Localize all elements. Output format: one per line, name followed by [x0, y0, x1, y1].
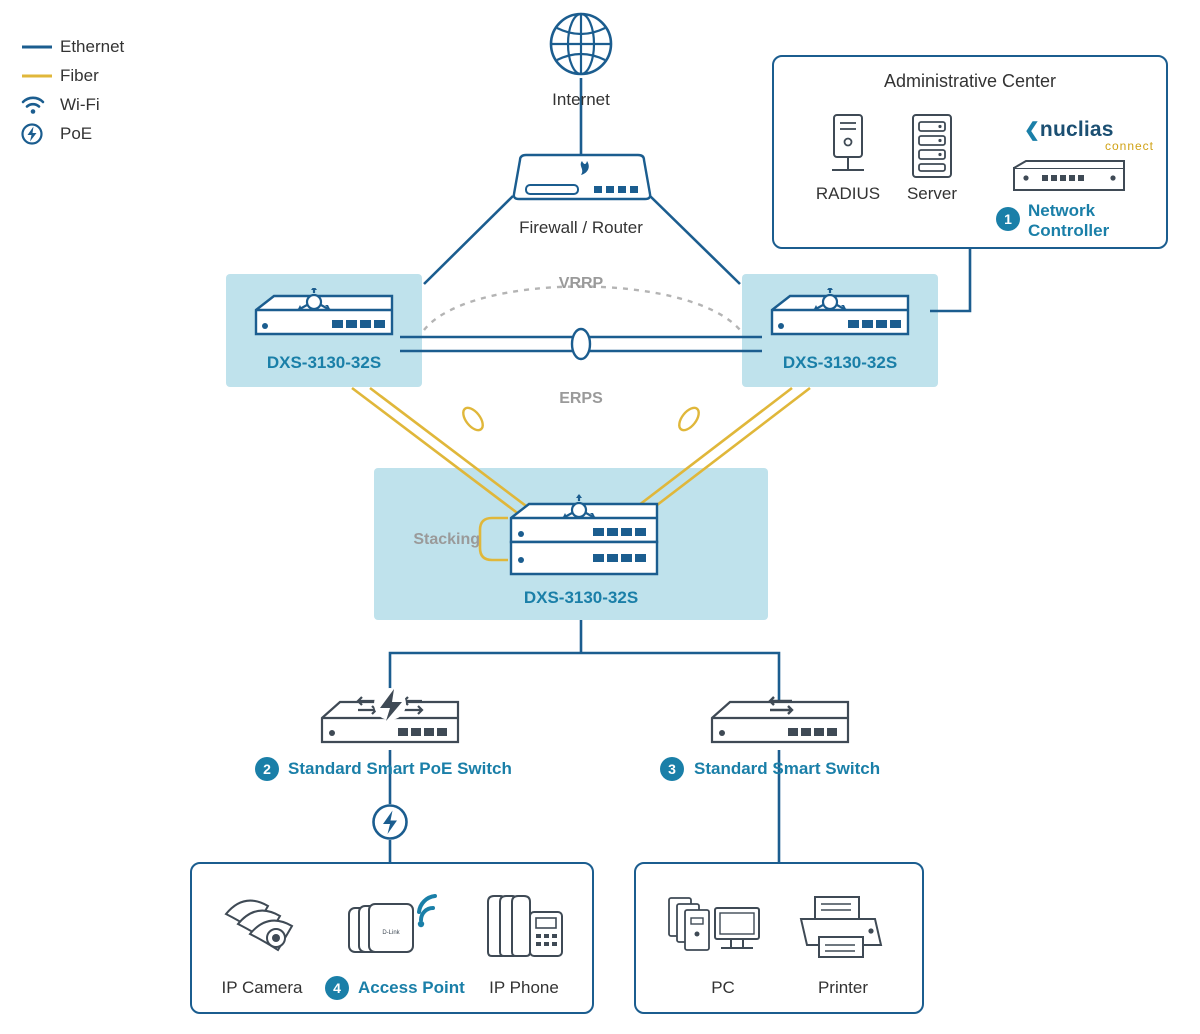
- ip-camera-icon: [212, 890, 312, 962]
- node-server: [905, 112, 959, 189]
- svg-text:D-Link: D-Link: [382, 930, 400, 936]
- label-firewall-router: Firewall / Router: [519, 218, 643, 237]
- legend-label-wifi: Wi-Fi: [60, 94, 100, 114]
- legend-label-ethernet: Ethernet: [60, 36, 125, 56]
- pc-icon: [665, 890, 775, 962]
- server-icon: [905, 112, 959, 184]
- radius-server-icon: [818, 112, 878, 184]
- label-network-controller-line2: Controller: [1028, 221, 1110, 240]
- switch-icon: [704, 692, 856, 750]
- label-radius: RADIUS: [815, 184, 881, 203]
- switch-icon: [764, 288, 916, 343]
- node-printer: [793, 893, 893, 966]
- node-radius: [818, 112, 878, 189]
- label-aggregation-switch: DXS-3130-32S: [523, 588, 639, 607]
- nuclias-brand-sub: connect: [1104, 139, 1154, 153]
- node-aggregation-switch: [505, 490, 665, 587]
- label-internet: Internet: [552, 90, 610, 109]
- nuclias-brand-name: nuclias: [1039, 118, 1114, 141]
- legend-label-fiber: Fiber: [60, 65, 99, 85]
- node-firewall-router: [508, 152, 656, 207]
- node-access-point: [345, 890, 455, 967]
- node-core-switch-left: [248, 288, 400, 348]
- administrative-center-title: Administrative Center: [883, 71, 1057, 91]
- badge-poe-switch: 2: [255, 757, 279, 781]
- label-network-controller-line1: Network: [1028, 201, 1096, 220]
- node-ip-phone: [482, 890, 572, 967]
- access-point-icon: [345, 890, 455, 962]
- label-poe-switch: Standard Smart PoE Switch: [288, 759, 512, 778]
- node-network-controller: [1010, 158, 1128, 201]
- printer-icon: [793, 893, 893, 961]
- label-pc: PC: [711, 978, 735, 997]
- globe-icon: [546, 9, 616, 79]
- stacked-switch-icon: [505, 490, 665, 582]
- node-core-switch-right: [764, 288, 916, 348]
- label-printer: Printer: [817, 978, 869, 997]
- nuclias-caret-icon: ❮: [1024, 119, 1040, 141]
- node-smart-switch: [704, 692, 856, 755]
- badge-network-controller: 1: [996, 207, 1020, 231]
- ip-phone-icon: [482, 890, 572, 962]
- label-core-switch-right: DXS-3130-32S: [782, 353, 898, 372]
- link-label-vrrp: VRRP: [558, 275, 604, 292]
- switch-icon: [248, 288, 400, 343]
- link-label-erps: ERPS: [559, 390, 603, 407]
- node-ip-camera: [212, 890, 312, 967]
- legend-label-poe: PoE: [60, 123, 93, 143]
- label-core-switch-left: DXS-3130-32S: [266, 353, 382, 372]
- badge-smart-switch: 3: [660, 757, 684, 781]
- node-poe-switch: [314, 688, 466, 755]
- label-server: Server: [906, 184, 958, 203]
- link-label-stacking: Stacking: [413, 531, 480, 548]
- node-pc: [665, 890, 775, 967]
- poe-switch-icon: [314, 688, 466, 750]
- node-internet: [546, 9, 616, 84]
- label-smart-switch: Standard Smart Switch: [694, 759, 881, 778]
- label-access-point: Access Point: [358, 978, 465, 997]
- network-controller-icon: [1010, 158, 1128, 196]
- nuclias-brand: [1024, 118, 1154, 153]
- label-ip-camera: IP Camera: [221, 978, 303, 997]
- firewall-icon: [508, 152, 656, 202]
- label-ip-phone: IP Phone: [489, 978, 559, 997]
- badge-access-point: 4: [325, 976, 349, 1000]
